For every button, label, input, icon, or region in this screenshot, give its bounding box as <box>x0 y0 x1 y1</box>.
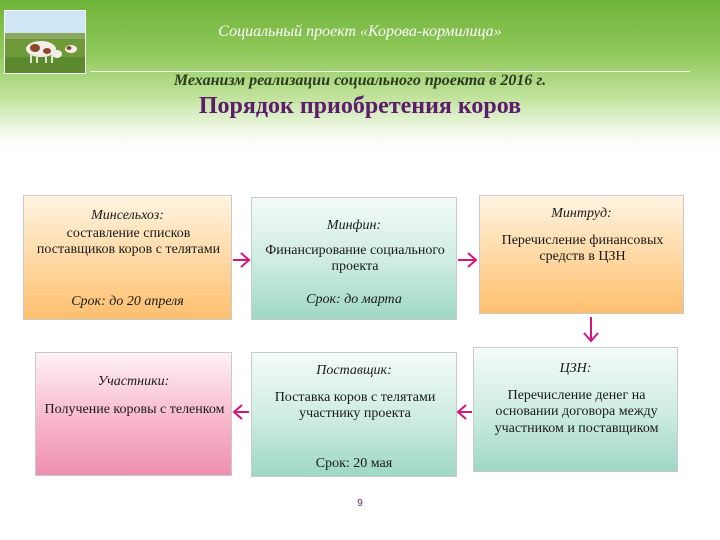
page-number: 9 <box>357 498 363 509</box>
minselkhoz-deadline: Срок: до 20 апреля <box>71 294 184 309</box>
minfin-body: Финансирование социального проекта <box>265 243 445 275</box>
minselkhoz-title: Минсельхоз: <box>91 208 164 223</box>
czn-body: Перечисление денег на основании договора между участником и поставщиком <box>494 388 659 436</box>
mintrud-title: Минтруд: <box>551 206 612 221</box>
czn-title: ЦЗН: <box>559 361 592 376</box>
minfin-deadline: Срок: до марта <box>306 292 402 307</box>
arrow-minselkhoz-to-minfin <box>233 253 249 267</box>
mintrud-body: Перечисление финансовых средств в ЦЗН <box>501 233 664 265</box>
arrow-minfin-to-mintrud <box>458 253 476 267</box>
arrow-mintrud-to-czn <box>584 317 598 341</box>
mechanism-title: Механизм реализации социального проекта в 2016 г. <box>173 72 547 89</box>
supplier-title: Поставщик: <box>316 363 392 378</box>
arrow-supplier-to-participants <box>234 405 249 419</box>
participants-title: Участники: <box>97 374 170 389</box>
arrow-czn-to-supplier <box>458 405 472 419</box>
participants-body: Получение коровы с теленком <box>44 402 225 417</box>
main-title: Порядок приобретения коров <box>198 93 522 119</box>
supplier-deadline: Срок: 20 мая <box>315 456 393 471</box>
minfin-title: Минфин: <box>326 218 382 233</box>
supplier-body: Поставка коров с телятами участнику проекта <box>274 390 436 422</box>
project-title: Социальный проект «Корова-кормилица» <box>218 23 502 40</box>
minselkhoz-body: составление списков поставщиков коров с телятами <box>36 226 221 258</box>
